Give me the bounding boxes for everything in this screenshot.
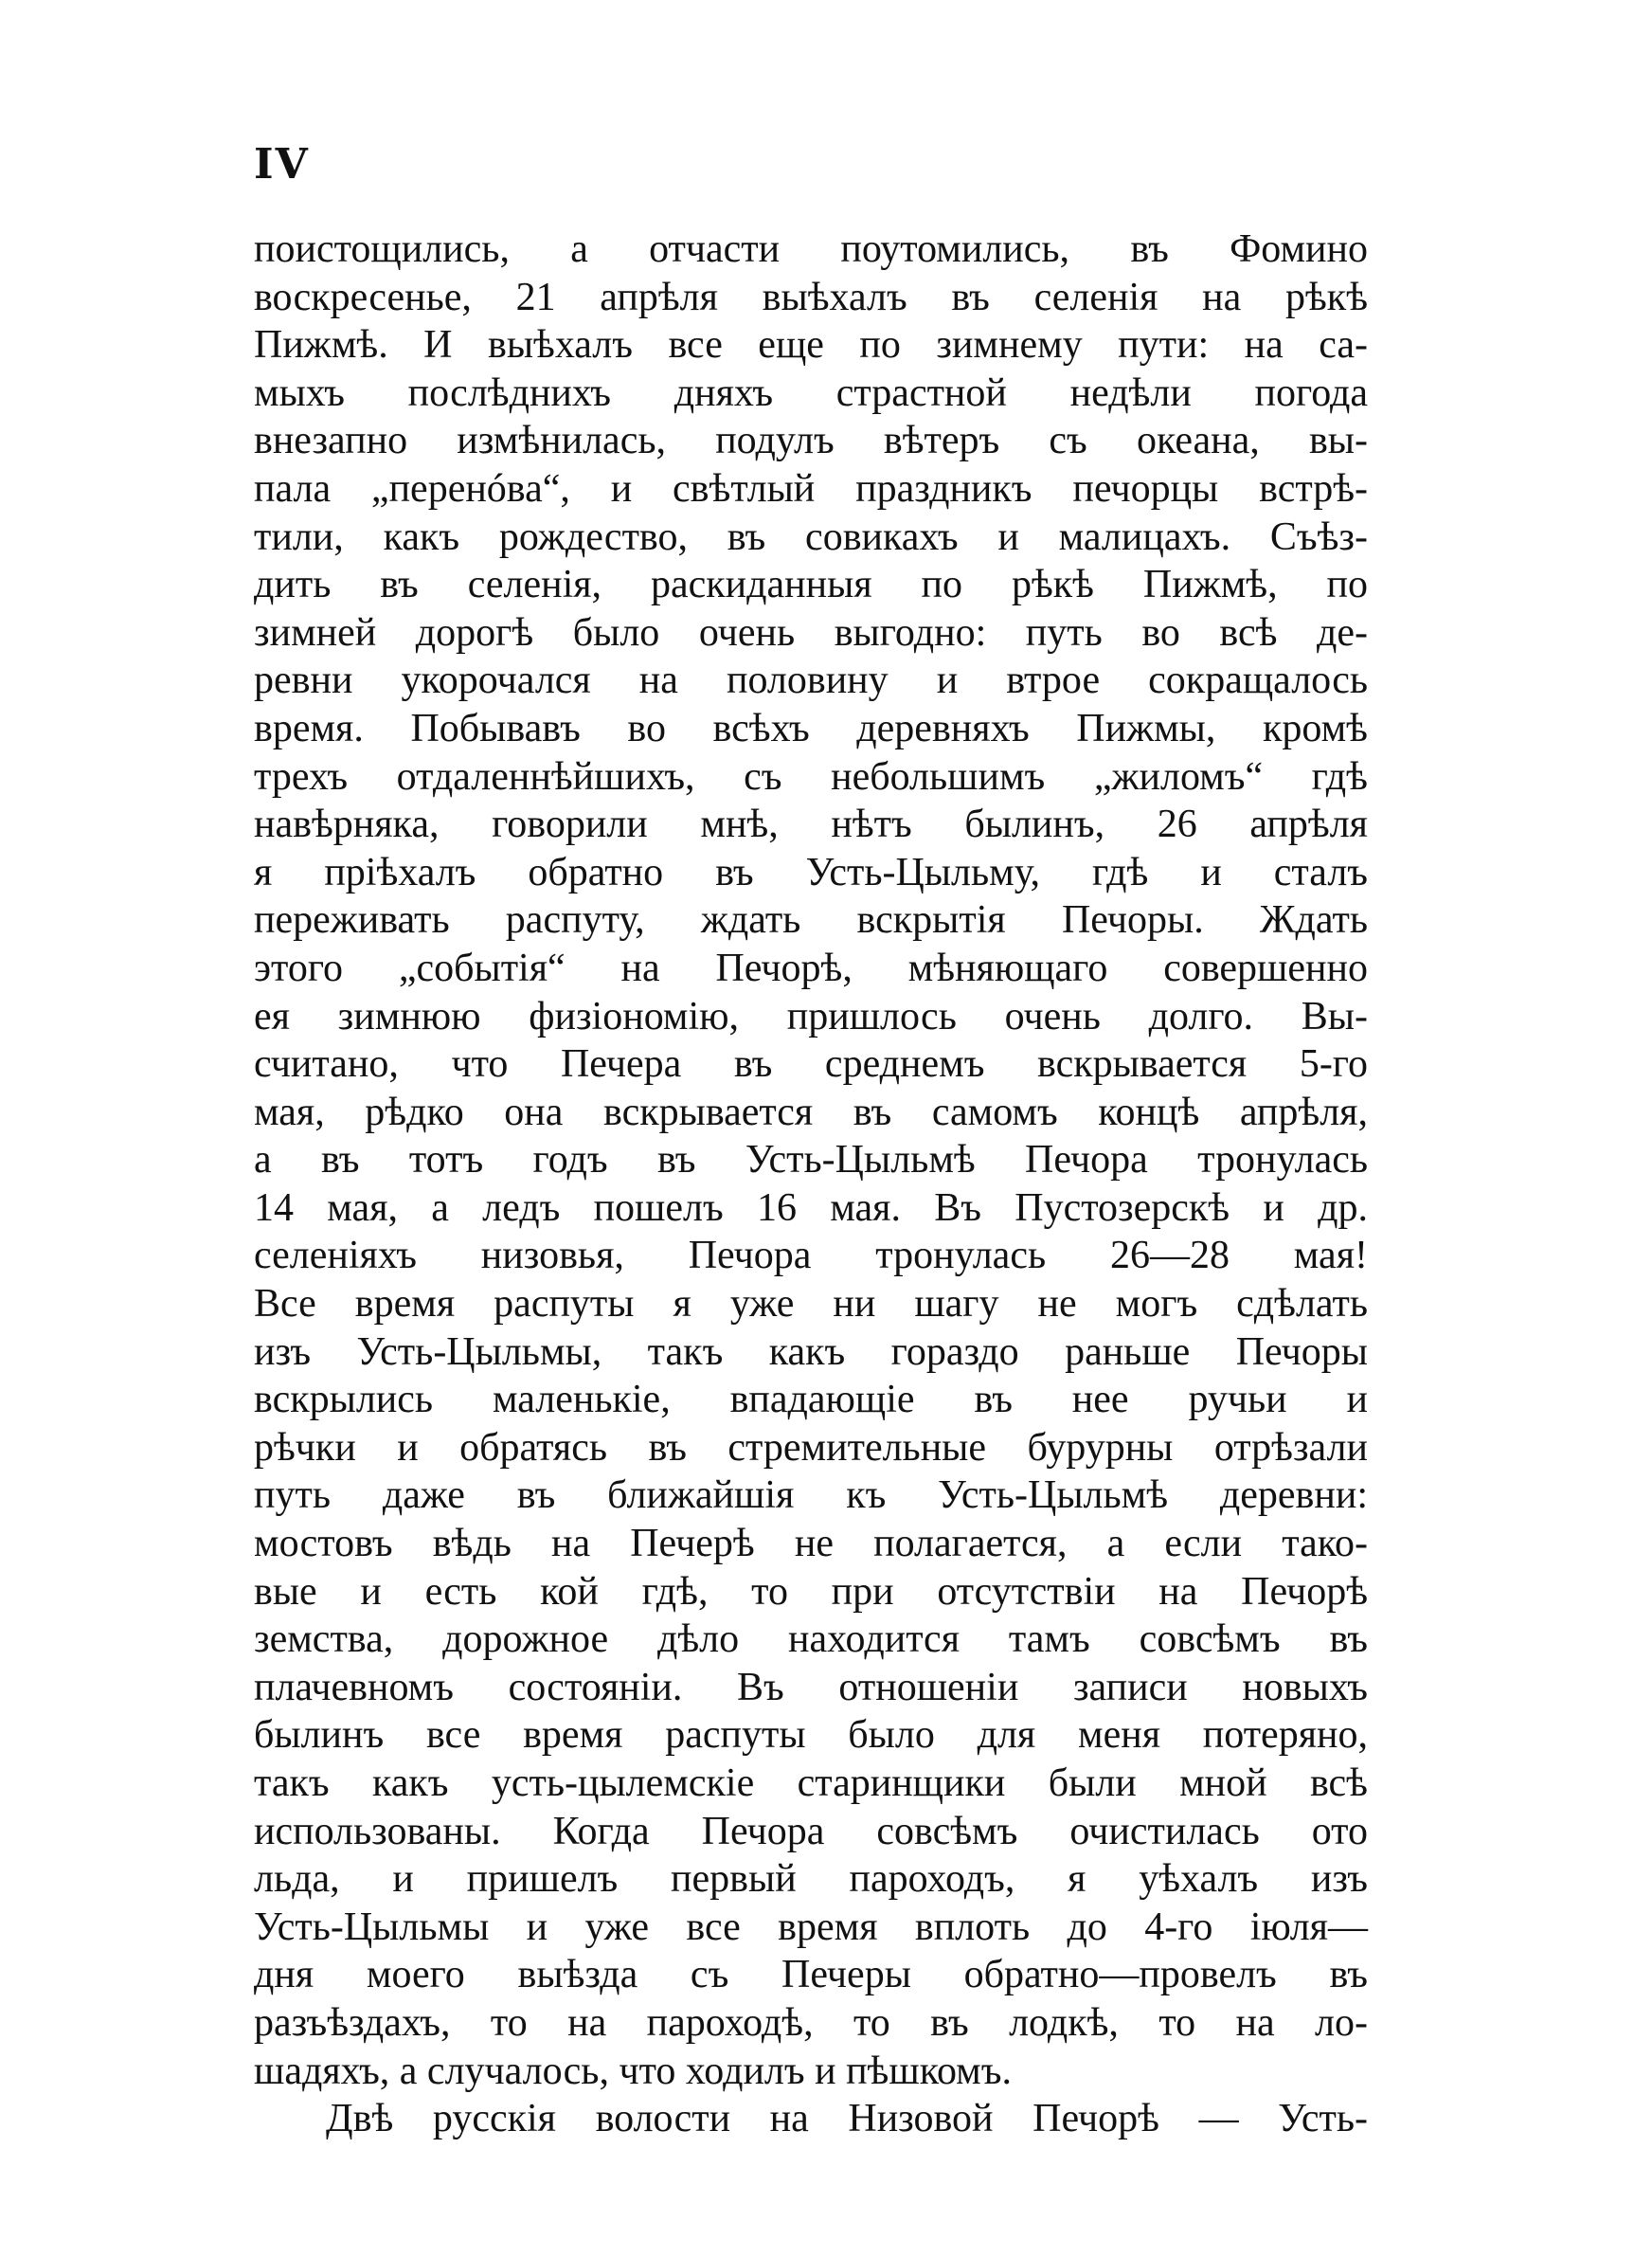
- text-line: селеніяхъ низовья, Печора тронулась 26—28 мая!: [254, 1234, 1368, 1278]
- text-line: мостовъ вѣдь на Печерѣ не полагается, а если тако-: [254, 1522, 1368, 1566]
- text-line: 14 мая, а ледъ пошелъ 16 мая. Въ Пустозерскѣ и др.: [254, 1185, 1368, 1230]
- text-line: пала „перенóва“, и свѣтлый праздникъ печорцы встрѣ-: [254, 466, 1368, 511]
- text-line: былинъ все время распуты было для меня потеряно,: [254, 1713, 1368, 1758]
- text-line: Двѣ русскія волости на Низовой Печорѣ — Усть-: [326, 2097, 1368, 2141]
- text-line: время. Побывавъ во всѣхъ деревняхъ Пижмы, кромѣ: [254, 706, 1368, 750]
- text-line: мыхъ послѣднихъ дняхъ страстной недѣли погода: [254, 370, 1368, 415]
- text-line: шадяхъ, а случалось, что ходилъ и пѣшкомъ.: [254, 2049, 1012, 2093]
- text-line: разъѣздахъ, то на пароходѣ, то въ лодкѣ, то на ло-: [254, 2000, 1368, 2045]
- text-line: Все время распуты я уже ни шагу не могъ сдѣлать: [254, 1282, 1368, 1327]
- text-line: считано, что Печера въ среднемъ вскрывается 5-го: [254, 1042, 1368, 1087]
- text-line: тили, какъ рождество, въ совикахъ и малицахъ. Съѣз-: [254, 515, 1368, 559]
- text-line: воскресенье, 21 апрѣля выѣхалъ въ селенія на рѣкѣ: [254, 275, 1368, 319]
- text-line: этого „событія“ на Печорѣ, мѣняющаго совершенно: [254, 946, 1368, 990]
- text-line: рѣчки и обратясь въ стремительные бурурны отрѣзали: [254, 1425, 1368, 1470]
- text-line: переживать распуту, ждать вскрытія Печоры. Ждать: [254, 898, 1368, 943]
- text-line: вые и есть кой гдѣ, то при отсутствіи на Печорѣ: [254, 1569, 1368, 1614]
- text-line: льда, и пришелъ первый пароходъ, я уѣхалъ изъ: [254, 1857, 1368, 1902]
- text-line: ея зимнюю физіономію, пришлось очень долго. Вы-: [254, 994, 1368, 1038]
- text-line: я пріѣхалъ обратно въ Усть-Цыльму, гдѣ и сталъ: [254, 850, 1368, 894]
- text-line: использованы. Когда Печора совсѣмъ очистилась ото: [254, 1809, 1368, 1853]
- text-line: навѣрняка, говорили мнѣ, нѣтъ былинъ, 26 апрѣля: [254, 803, 1368, 847]
- text-line: дня моего выѣзда съ Печеры обратно—провелъ въ: [254, 1953, 1368, 1997]
- body-text: [254, 226, 1368, 2143]
- text-line: такъ какъ усть-цылемскіе старинщики были мной всѣ: [254, 1761, 1368, 1805]
- text-line: трехъ отдаленнѣйшихъ, съ небольшимъ „жиломъ“ гдѣ: [254, 754, 1368, 799]
- text-line: поистощились, а отчасти поутомились, въ Фомино: [254, 227, 1368, 271]
- text-line: Пижмѣ. И выѣхалъ все еще по зимнему пути: на са-: [254, 323, 1368, 368]
- text-line: а въ тотъ годъ въ Усть-Цыльмѣ Печора тронулась: [254, 1138, 1368, 1183]
- text-line: путь даже въ ближайшія къ Усть-Цыльмѣ деревни:: [254, 1473, 1368, 1518]
- page-number: IV: [254, 140, 310, 189]
- text-line: ревни укорочался на половину и втрое сокращалось: [254, 659, 1368, 703]
- text-line: земства, дорожное дѣло находится тамъ совсѣмъ въ: [254, 1617, 1368, 1662]
- text-line: мая, рѣдко она вскрывается въ самомъ концѣ апрѣля,: [254, 1090, 1368, 1134]
- text-line: внезапно измѣнилась, подулъ вѣтеръ съ океана, вы-: [254, 419, 1368, 463]
- text-line: изъ Усть-Цыльмы, такъ какъ гораздо раньше Печоры: [254, 1329, 1368, 1374]
- text-line: Усть-Цыльмы и уже все время вплоть до 4-го іюля—: [254, 1905, 1368, 1949]
- text-line: зимней дорогѣ было очень выгодно: путь во всѣ де-: [254, 610, 1368, 655]
- text-line: дить въ селенія, раскиданныя по рѣкѣ Пижмѣ, по: [254, 563, 1368, 607]
- text-line: плачевномъ состояніи. Въ отношеніи записи новыхъ: [254, 1665, 1368, 1709]
- text-line: вскрылись маленькіе, впадающіе въ нее ручьи и: [254, 1378, 1368, 1422]
